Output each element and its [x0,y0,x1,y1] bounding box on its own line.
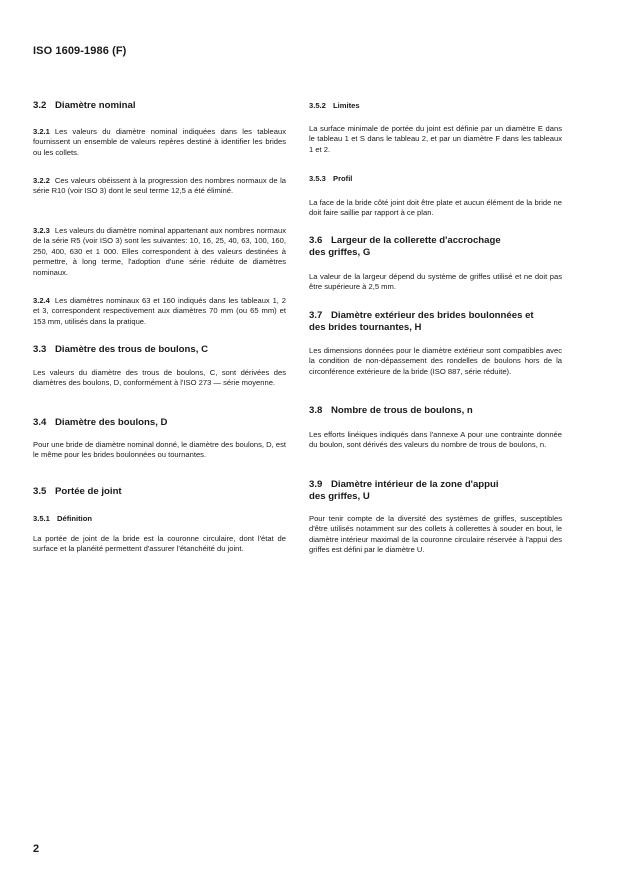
paragraph-text: Les diamètres nominaux 63 et 160 indiqués dans les tableaux 1, 2 et 3, correspondent respectivement aux diamètres 70 mm (ou 65 mm) et 153 mm, utilisés dans la pratique. [33,296,286,326]
section-3-3-heading [33,344,286,356]
page-number: 2 [33,843,40,855]
section-3-8-heading [309,405,562,417]
paragraph-number: 3.2.1 [33,127,50,136]
section-number: 3.5.3 [309,174,326,183]
paragraph-number: 3.2.3 [33,226,50,235]
section-number: 3.8 [309,405,323,416]
section-title-line-1: Diamètre intérieur de la zone d'appui [331,479,499,490]
section-3-2-heading [33,100,286,112]
paragraph-number: 3.2.4 [33,296,50,305]
section-number: 3.5.2 [309,101,326,110]
section-number: 3.5 [33,486,47,497]
paragraph-3-4: Pour une bride de diamètre nominal donné, le diamètre des boulons, D, est le même pour les brides boulonnées ou tournantes. [33,440,286,460]
paragraph-3-2-4 [33,296,286,327]
paragraph-3-2-2 [33,176,286,197]
section-number: 3.5.1 [33,514,50,523]
section-3-4-heading [33,417,286,429]
paragraph-text: Les valeurs du diamètre nominal indiquées dans les tableaux fournissent un ensemble de valeurs repères destiné à identifier les brides ou les collets. [33,127,286,157]
section-title-line-2: des griffes, G [309,247,371,258]
paragraph-number: 3.2.2 [33,176,50,185]
section-title-line-2: des griffes, U [309,491,370,502]
section-number: 3.3 [33,344,47,355]
section-number: 3.6 [309,235,323,246]
section-number: 3.4 [33,417,47,428]
section-3-5-heading [33,486,286,498]
section-title-line-2: des brides tournantes, H [309,322,422,333]
section-number: 3.7 [309,310,323,321]
paragraph-3-2-1 [33,127,286,158]
paragraph-3-6: La valeur de la largeur dépend du système de griffes utilisé et ne doit pas être supérieure à 2,5 mm. [309,272,562,292]
paragraph-3-3: Les valeurs du diamètre des trous de boulons, C, sont dérivées des diamètres des boulons, D, conformément à l'ISO 273 — série moyenne. [33,368,286,388]
section-3-5-3-heading [309,174,562,184]
section-title: Diamètre des trous de boulons, C [55,344,208,355]
paragraph-3-9: Pour tenir compte de la diversité des systèmes de griffes, susceptibles d'être utilisés notamment sur des collets à collerettes à souder en bout, le diamètre intérieur maximal de la couronne circulaire réservée à l'appui des griffes est défini par le diamètre U. [309,514,562,555]
paragraph-3-8: Les efforts linéiques indiqués dans l'annexe A pour une contrainte donnée du boulon, sont dérivés des valeurs du nombre de trous de boulons, n. [309,430,562,450]
section-title-line-1: Diamètre extérieur des brides boulonnées et [331,310,534,321]
document-header: ISO 1609-1986 (F) [33,45,127,57]
paragraph-3-5-3: La face de la bride côté joint doit être plate et aucun élément de la bride ne doit faire saillie par rapport à ce plan. [309,198,562,218]
section-3-9-heading [309,479,562,503]
paragraph-3-2-3 [33,226,286,278]
section-3-6-heading [309,235,562,259]
section-number: 3.2 [33,100,47,111]
section-title: Diamètre nominal [55,100,136,111]
section-title: Définition [57,514,93,523]
section-3-5-1-heading [33,514,286,524]
paragraph-3-5-2: La surface minimale de portée du joint est définie par un diamètre E dans le tableau 1 et S dans le tableau 2, et par un diamètre F dans les tableaux 1 et 2. [309,124,562,154]
section-3-7-heading [309,310,562,334]
paragraph-text: Les valeurs du diamètre nominal appartenant aux nombres normaux de la série R5 (voir ISO 3) sont les suivantes: 10, 16, 25, 40, 63, 100, 160, 250, 400, 630 et 1 000. Elles correspondent à des valeurs destinées à permettre, à long terme, l'adoption d'une série réduite de diamètres nominaux. [33,226,286,277]
section-title: Diamètre des boulons, D [55,417,168,428]
section-3-5-2-heading [309,101,562,111]
paragraph-3-7: Les dimensions données pour le diamètre extérieur sont compatibles avec la condition de non-dépassement des rondelles de boulons hors de la circonférence extérieure de la bride (ISO 887, série réduite). [309,346,562,376]
section-title: Portée de joint [55,486,122,497]
section-number: 3.9 [309,479,323,490]
section-title: Profil [333,174,353,183]
paragraph-text: Ces valeurs obéissent à la progression des nombres normaux de la série R10 (voir ISO 3) dont le seul terme 12,5 a été éliminé. [33,176,286,196]
paragraph-3-5-1: La portée de joint de la bride est la couronne circulaire, dont l'état de surface et la planéité permettent d'assurer l'étanchéité du joint. [33,534,286,554]
section-title: Limites [333,101,360,110]
section-title: Nombre de trous de boulons, n [331,405,473,416]
section-title-line-1: Largeur de la collerette d'accrochage [331,235,501,246]
